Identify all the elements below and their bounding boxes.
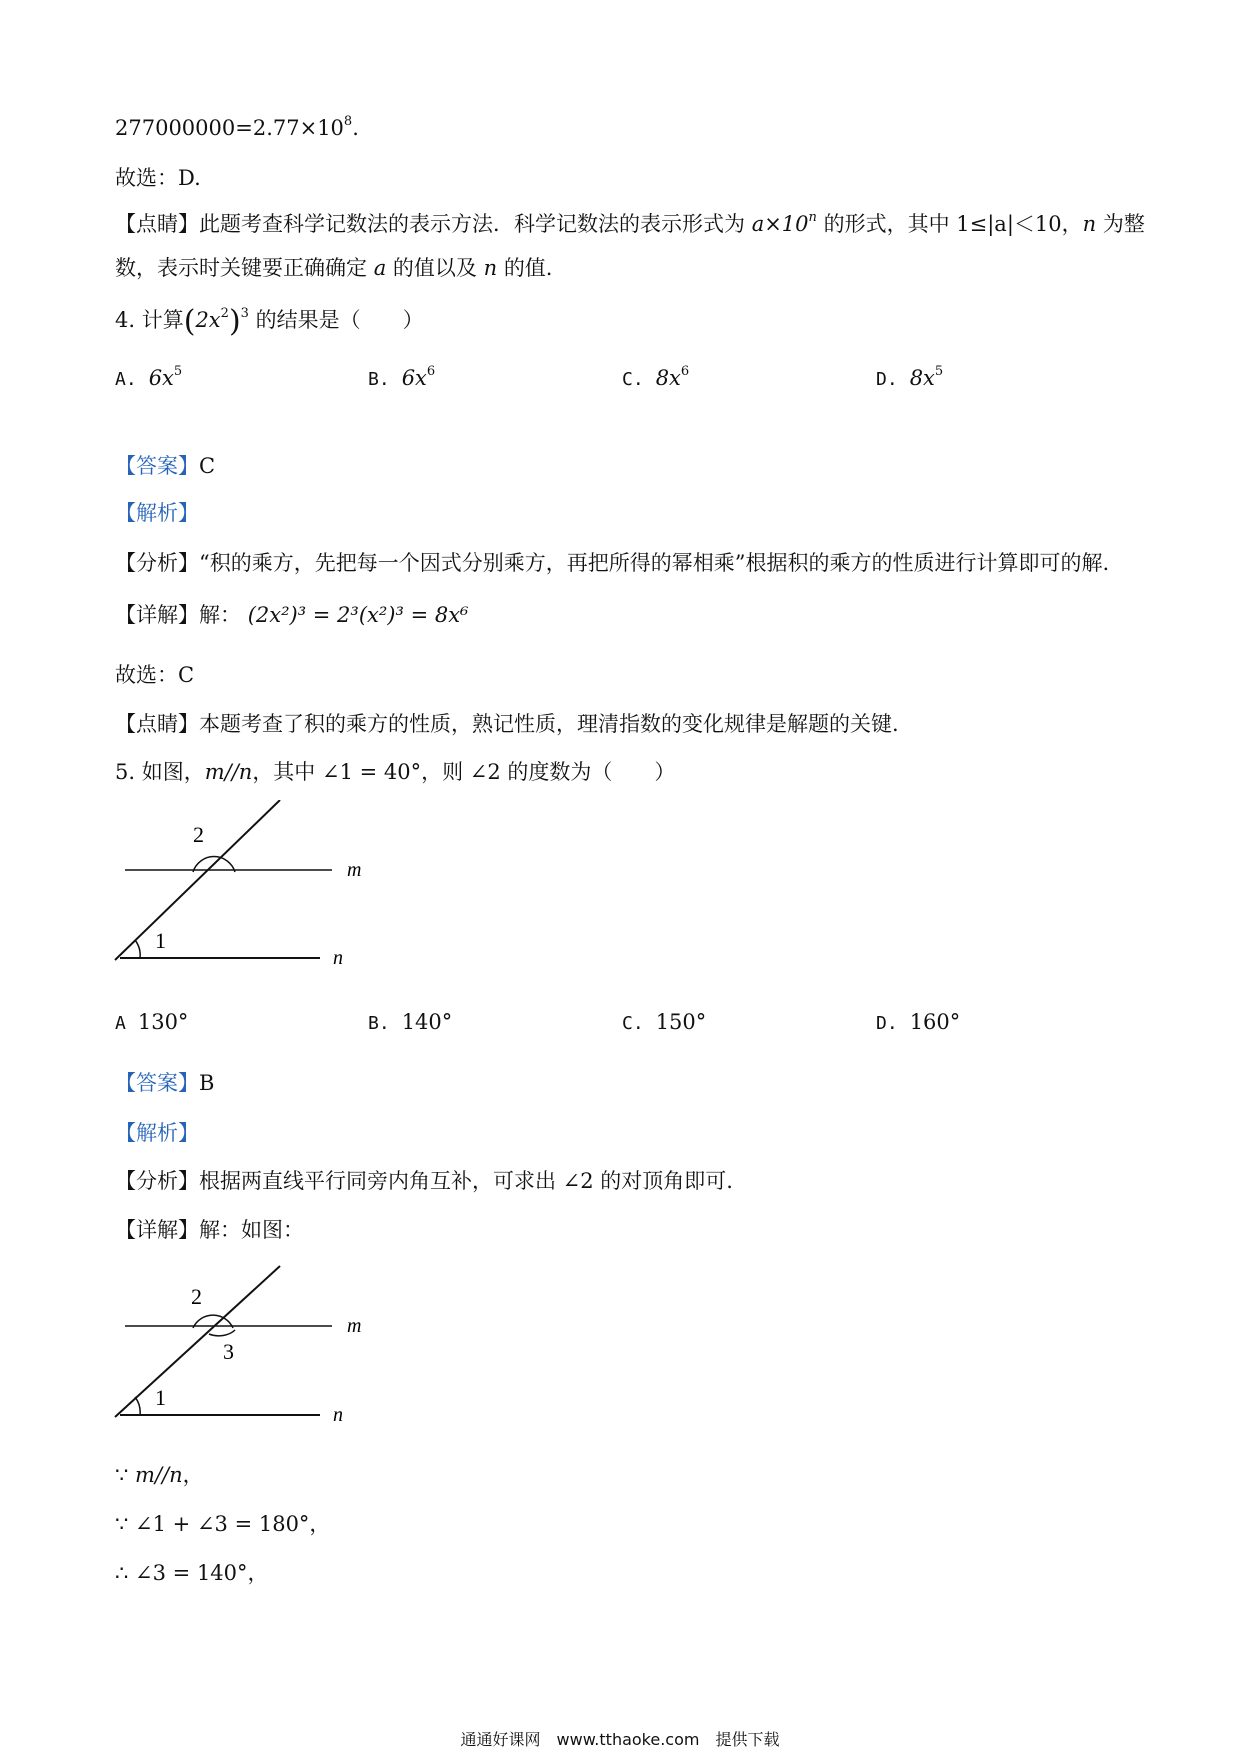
q4-fenxi: 【分析】“积的乘方，先把每一个因式分别乘方，再把所得的幂相乘”根据积的乘方的性质进行计算即可的解. [115,551,1110,575]
fig2-label-m: m [347,1315,362,1337]
fig1-label-n: n [333,947,343,969]
q4-option-a: A. $6x^5$ [115,364,183,390]
q3-dianjing-line2: 数，表示时关键要正确确定 a 的值以及 n 的值. [115,256,553,280]
fig2-label-2: 2 [191,1284,202,1309]
q4-jiexi-tag: 【解析】 [115,501,199,525]
q5-option-d: D. 160° [876,1010,961,1034]
q5-option-c: C. 150° [622,1010,707,1034]
q4-option-d: D. $8x^5$ [876,364,944,390]
q5-fenxi: 【分析】根据两直线平行同旁内角互补，可求出 ∠2 的对顶角即可. [115,1169,733,1193]
q3-dianjing-line1: 【点睛】此题考查科学记数法的表示方法．科学记数法的表示形式为 $a\times 10^n$ 的形式，其中 1≤|a|＜10，n 为整 [115,210,1145,236]
q4-option-b: B. $6x^6$ [368,364,436,390]
q5-step-2: ∵ ∠1 + ∠3 = 180°， [115,1512,331,1536]
q5-figure-1 [105,800,385,975]
fig1-label-1: 1 [155,928,166,953]
fig1-label-m: m [347,859,362,881]
footer-credit: 通通好课网 www.tthaoke.com 提供下载 [460,1730,780,1749]
q5-step-3: ∴ ∠3 = 140°， [115,1561,269,1585]
q4-answer: 【答案】C [115,454,216,478]
q5-step-1: ∵ m//n， [115,1463,204,1487]
fig2-label-n: n [333,1404,343,1426]
fig2-label-1: 1 [155,1385,166,1410]
q5-xiangjie: 【详解】解：如图： [115,1218,304,1242]
q5-figure-2 [105,1258,385,1433]
q3-equation: $277000000=2.77\times 10^8$. [115,114,359,140]
q4-choice: 故选：C [115,663,195,687]
q5-answer: 【答案】B [115,1071,215,1095]
q4-stem: 4. 计算$(2x^2)^3$ 的结果是（ ） [115,304,424,339]
fig2-label-3: 3 [223,1339,234,1364]
fig1-label-2: 2 [193,822,204,847]
q5-option-b: B. 140° [368,1010,453,1034]
q5-option-a: A 130° [115,1010,189,1034]
q4-option-c: C. $8x^6$ [622,364,690,390]
q4-xiangjie: 【详解】解： (2x²)³ = 2³(x²)³ = 8x⁶ [115,603,469,627]
q4-dianjing: 【点睛】本题考查了积的乘方的性质，熟记性质，理清指数的变化规律是解题的关键. [115,712,899,736]
q5-stem: 5. 如图，m//n，其中 ∠1 = 40°，则 ∠2 的度数为（ ） [115,760,676,784]
q3-choice: 故选：D. [115,166,201,190]
q5-jiexi-tag: 【解析】 [115,1121,199,1145]
